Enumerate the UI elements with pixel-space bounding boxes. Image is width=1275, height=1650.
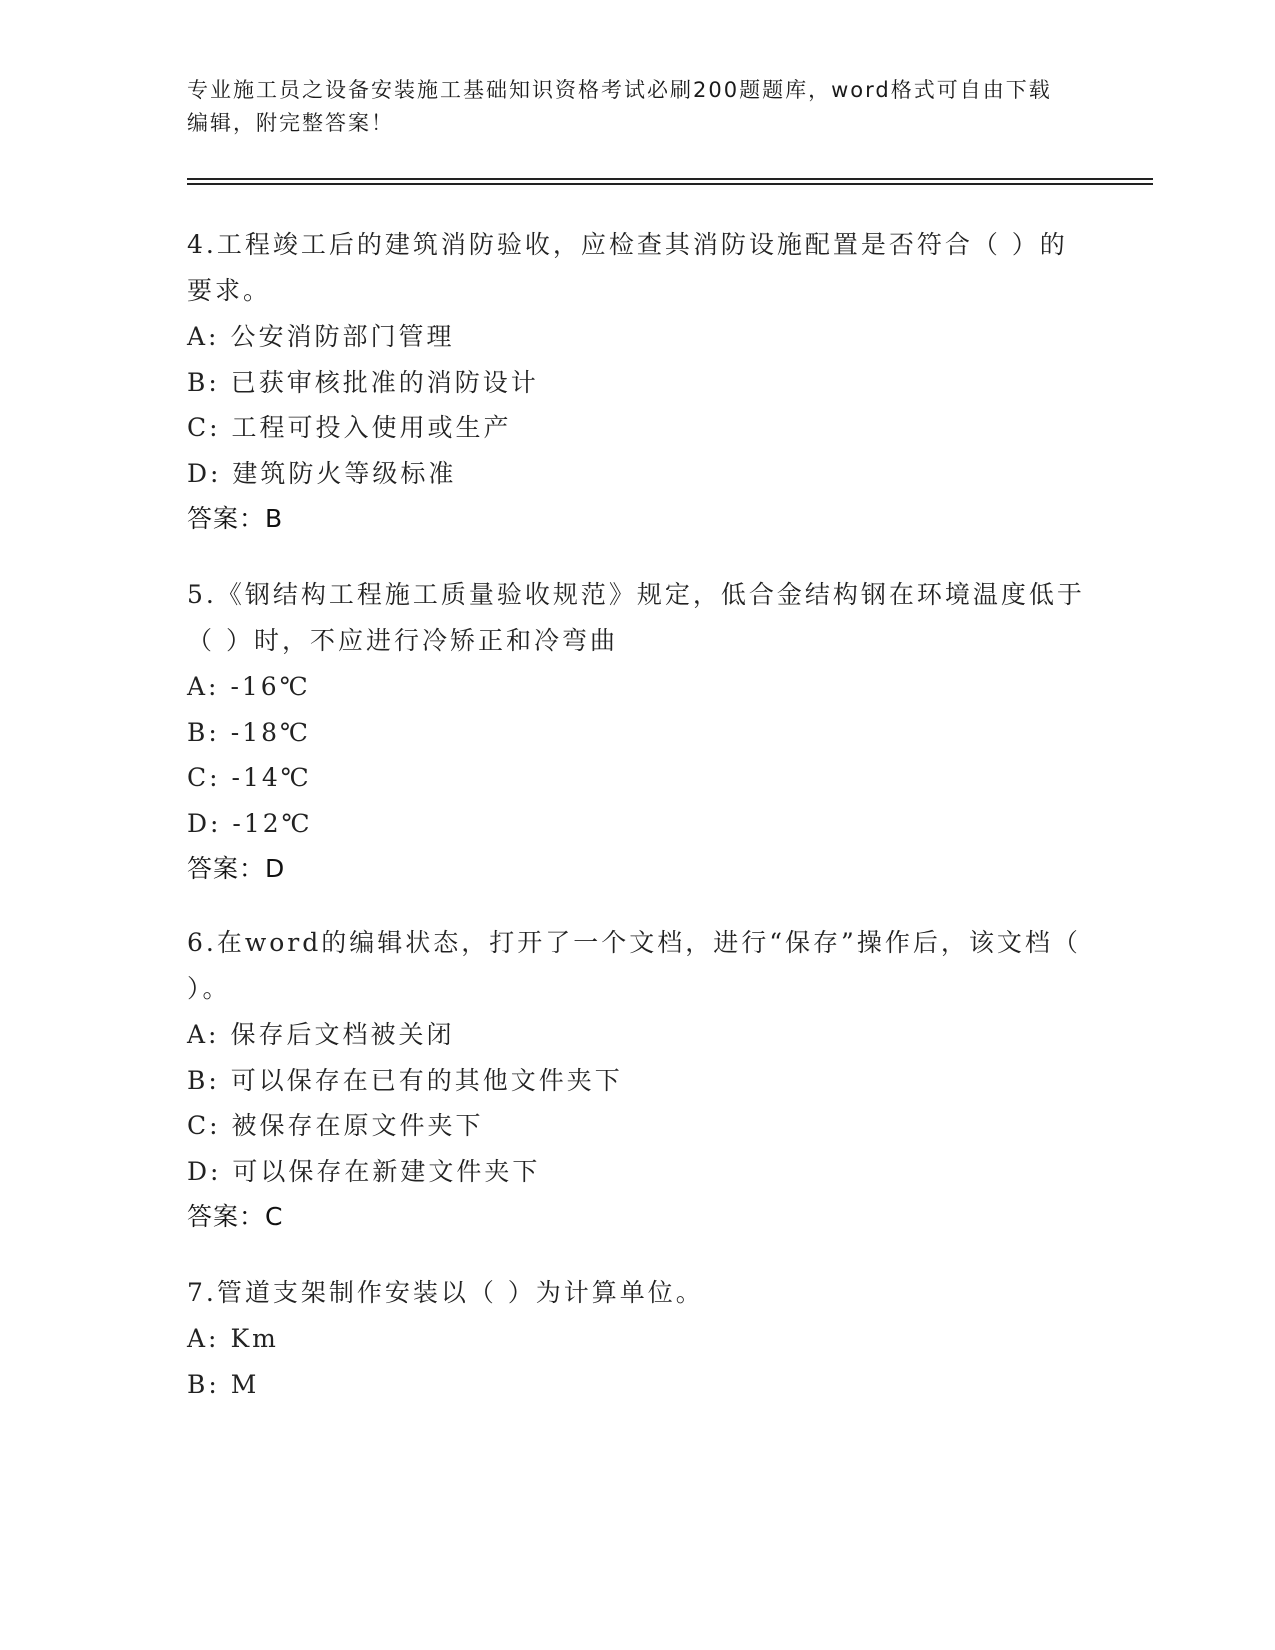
answer-line: 答案：C — [187, 1202, 284, 1231]
option-c — [187, 405, 1087, 451]
document-header: 专业施工员之设备安装施工基础知识资格考试必刷200题题库，word格式可自由下载编辑，附完整答案！ — [187, 78, 1052, 135]
option-label: A: — [187, 1020, 220, 1049]
option-b — [187, 710, 1087, 756]
option-text: 公安消防部门管理 — [230, 322, 455, 351]
option-label: D: — [187, 458, 222, 488]
option-text: -14℃ — [231, 763, 312, 792]
option-label: D: — [187, 1156, 222, 1186]
option-label: D: — [187, 808, 222, 838]
question-stem: 6.在word的编辑状态，打开了一个文档，进行“保存”操作后，该文档（ ）。 — [187, 928, 1081, 1003]
option-c — [187, 755, 1087, 801]
option-label: B: — [187, 717, 220, 747]
question-block — [187, 1270, 1087, 1407]
option-a — [187, 1012, 1087, 1058]
option-label: A: — [187, 672, 220, 701]
option-label: B: — [187, 367, 220, 397]
option-text: M — [230, 1369, 260, 1399]
option-text: -18℃ — [230, 717, 311, 747]
option-text: 被保存在原文件夹下 — [231, 1111, 484, 1140]
option-text: 可以保存在新建文件夹下 — [232, 1156, 541, 1186]
option-label: B: — [187, 1369, 220, 1399]
header-divider-top — [187, 178, 1153, 180]
option-text: Km — [230, 1324, 279, 1353]
option-b — [187, 360, 1087, 406]
option-text: 保存后文档被关闭 — [230, 1020, 455, 1049]
option-text: -16℃ — [230, 672, 311, 701]
answer-line: 答案：B — [187, 504, 284, 533]
option-d — [187, 451, 1087, 497]
option-a — [187, 1316, 1087, 1362]
option-label: C: — [187, 413, 221, 442]
question-stem: 5.《钢结构工程施工质量验收规范》规定，低合金结构钢在环境温度低于（ ）时，不应进行冷矫正和冷弯曲 — [187, 580, 1085, 655]
option-b — [187, 1058, 1087, 1104]
option-c — [187, 1103, 1087, 1149]
option-text: 可以保存在已有的其他文件夹下 — [230, 1065, 623, 1095]
option-d — [187, 1149, 1087, 1195]
header-divider-bottom — [187, 183, 1153, 185]
option-b — [187, 1362, 1087, 1408]
option-label: C: — [187, 1111, 221, 1140]
question-stem: 7.管道支架制作安装以（ ）为计算单位。 — [187, 1278, 704, 1307]
question-block — [187, 920, 1087, 1240]
option-text: 工程可投入使用或生产 — [231, 413, 512, 442]
answer-line: 答案：D — [187, 854, 286, 883]
option-label: B: — [187, 1065, 220, 1095]
option-a — [187, 664, 1087, 710]
option-text: 已获审核批准的消防设计 — [230, 367, 539, 397]
question-block — [187, 222, 1087, 542]
option-a — [187, 314, 1087, 360]
option-text: -12℃ — [232, 808, 313, 838]
option-d — [187, 801, 1087, 847]
option-label: C: — [187, 763, 221, 792]
question-stem: 4.工程竣工后的建筑消防验收，应检查其消防设施配置是否符合（ ）的要求。 — [187, 230, 1068, 305]
option-text: 建筑防火等级标准 — [232, 458, 457, 488]
option-label: A: — [187, 322, 220, 351]
question-block — [187, 572, 1087, 892]
option-label: A: — [187, 1324, 220, 1353]
